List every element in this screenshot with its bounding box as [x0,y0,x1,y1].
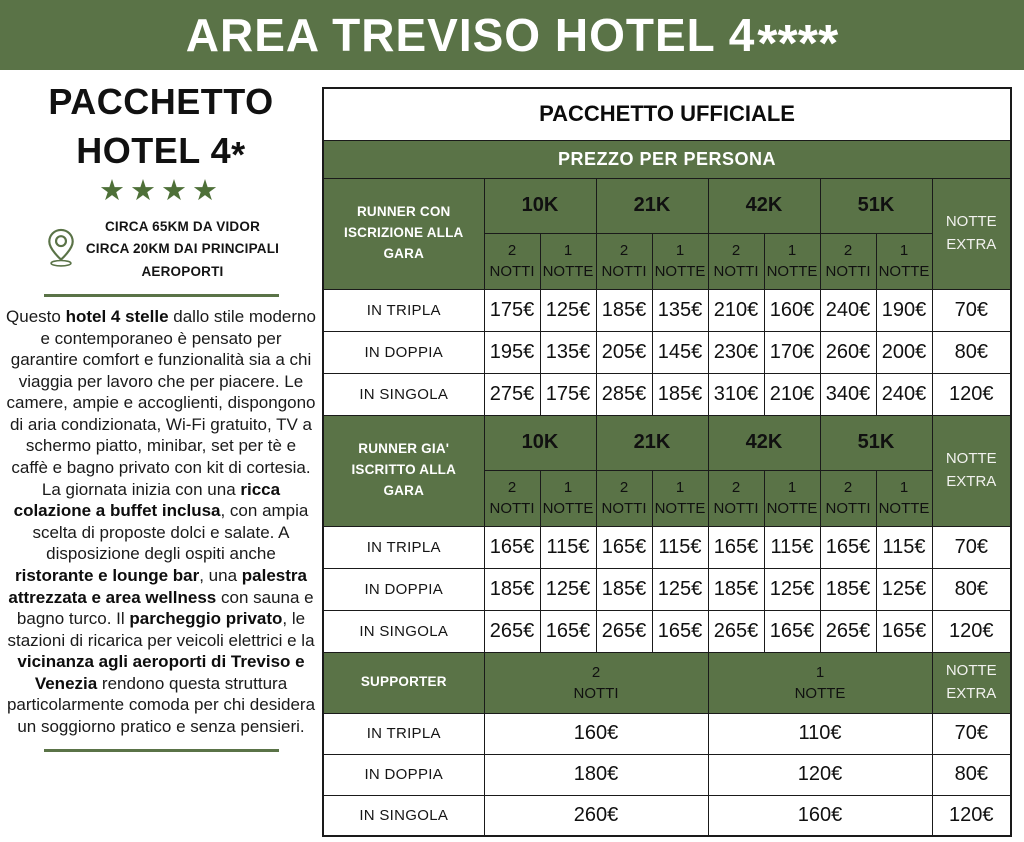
price-cell: 165€ [764,610,820,652]
room-type-label: IN SINGOLA [323,373,484,415]
table-title: PACCHETTO UFFICIALE [323,88,1011,140]
price-cell: 115€ [540,526,596,568]
price-cell: 265€ [484,610,540,652]
table-row [323,568,1011,610]
extra-night-price-cell: 70€ [932,713,1011,754]
price-cell: 165€ [820,526,876,568]
nights-header: 2 NOTTI [820,233,876,289]
price-cell: 265€ [820,610,876,652]
supporter-rows [323,713,1011,836]
banner-stars: **** [757,15,839,73]
price-cell: 185€ [484,568,540,610]
price-cell: 145€ [652,331,708,373]
price-cell: 185€ [596,289,652,331]
price-cell: 310€ [708,373,764,415]
nights-header: 1 NOTTE [652,233,708,289]
extra-night-price-cell: 70€ [932,289,1011,331]
hotel-description: Questo hotel 4 stelle dallo stile moderno e contemporaneo è pensato per garantire comfort e funzionalità sia a chi viaggia per lavoro che per piacere. Le camere, ampie e accoglienti, dispongono di aria condizionata, Wi-Fi gratuito, TV a schermo piatto, minibar, set per tè e caffè e bagno privato con kit di cortesia. La giornata inizia con una ricca colazione a buffet inclusa, con ampia scelta di proposte dolci e salate. A disposizione degli ospiti anche ristorante e lounge bar, una palestra attrezzata e area wellness con sauna e bagno turco. Il parcheggio privato, le stazioni di ricarica per veicoli elettrici e la vicinanza agli aeroporti di Treviso e Venezia rendono questa struttura particolarmente comoda per chi desidera un soggiorno pratico e senza pensieri. [6,306,316,736]
distance-header: 10K [484,415,596,470]
table-row [323,610,1011,652]
table-title-section [323,88,1011,178]
extra-night-price-cell: 70€ [932,526,1011,568]
price-cell: 125€ [540,568,596,610]
price-cell: 160€ [484,713,708,754]
table-subtitle: PREZZO PER PERSONA [323,140,1011,178]
extra-night-price-cell: 80€ [932,754,1011,795]
room-type-label: IN DOPPIA [323,331,484,373]
price-cell: 180€ [484,754,708,795]
star-rating: ★★★★ [99,175,223,208]
package-title-line2: HOTEL 4* [76,129,246,175]
distance-header: 42K [708,415,820,470]
price-cell: 125€ [876,568,932,610]
room-type-label: IN DOPPIA [323,754,484,795]
extra-night-price-cell: 120€ [932,610,1011,652]
price-cell: 165€ [652,610,708,652]
package-title [0,78,322,175]
location-block [0,216,322,283]
table-row [323,795,1011,836]
location-line: CIRCA 65KM DA VIDOR [104,219,261,235]
distance-header: 21K [596,415,708,470]
price-cell: 265€ [596,610,652,652]
room-type-label: IN SINGOLA [323,610,484,652]
price-cell: 165€ [540,610,596,652]
price-cell: 110€ [708,713,932,754]
nights-header: 2 NOTTI [484,470,540,526]
price-cell: 160€ [764,289,820,331]
price-cell: 230€ [708,331,764,373]
extra-night-header: NOTTE EXTRA [932,178,1011,289]
price-cell: 120€ [708,754,932,795]
nights-header: 2 NOTTI [820,470,876,526]
price-cell: 115€ [764,526,820,568]
table-row [323,289,1011,331]
price-cell: 210€ [764,373,820,415]
price-cell: 240€ [876,373,932,415]
price-cell: 165€ [596,526,652,568]
room-type-label: IN DOPPIA [323,568,484,610]
room-type-label: IN TRIPLA [323,713,484,754]
price-cell: 195€ [484,331,540,373]
room-type-label: IN SINGOLA [323,795,484,836]
room-type-label: IN TRIPLA [323,289,484,331]
nights-header: 2 NOTTI [484,233,540,289]
price-cell: 185€ [596,568,652,610]
price-cell: 340€ [820,373,876,415]
extra-night-header: NOTTE EXTRA [932,652,1011,713]
price-cell: 165€ [708,526,764,568]
distance-header: 10K [484,178,596,233]
nights-header: 1 NOTTE [652,470,708,526]
price-cell: 165€ [876,610,932,652]
runner-with-registration-rows [323,289,1011,415]
distance-header: 51K [820,415,932,470]
runner-already-registered-header [323,415,1011,526]
price-cell: 125€ [652,568,708,610]
price-cell: 175€ [484,289,540,331]
price-cell: 185€ [708,568,764,610]
pricing-table-container [322,87,1010,837]
price-cell: 260€ [820,331,876,373]
sidebar [0,78,322,752]
price-cell: 165€ [484,526,540,568]
price-cell: 205€ [596,331,652,373]
divider-line [44,749,279,752]
distance-header: 21K [596,178,708,233]
price-cell: 175€ [540,373,596,415]
price-cell: 125€ [540,289,596,331]
banner-title: AREA TREVISO HOTEL 4 [185,9,756,61]
location-pin-icon [43,226,79,273]
price-cell: 160€ [708,795,932,836]
nights-header: 2 NOTTI [596,470,652,526]
price-cell: 210€ [708,289,764,331]
price-cell: 185€ [652,373,708,415]
price-cell: 135€ [540,331,596,373]
pricing-table [322,87,1012,837]
extra-night-price-cell: 80€ [932,331,1011,373]
nights-header: 2 NOTTI [708,470,764,526]
price-cell: 125€ [764,568,820,610]
location-line: AEROPORTI [141,263,224,279]
nights-header: 1 NOTTE [540,233,596,289]
section-label: RUNNER CON ISCRIZIONE ALLA GARA [323,178,484,289]
nights-header: 2 NOTTI [708,233,764,289]
nights-header: 1 NOTTE [876,233,932,289]
section-label: RUNNER GIA' ISCRITTO ALLA GARA [323,415,484,526]
package-title-line1: PACCHETTO [48,81,274,122]
nights-header: 2 NOTTI [596,233,652,289]
extra-night-header: NOTTE EXTRA [932,415,1011,526]
price-cell: 115€ [652,526,708,568]
price-cell: 240€ [820,289,876,331]
nights-header: 1 NOTTE [764,233,820,289]
distance-header: 51K [820,178,932,233]
table-row [323,373,1011,415]
nights-header: 1 NOTTE [876,470,932,526]
banner [0,0,1024,73]
price-cell: 265€ [708,610,764,652]
price-cell: 135€ [652,289,708,331]
nights-header: 2 NOTTI [484,652,708,713]
price-cell: 275€ [484,373,540,415]
distance-header: 42K [708,178,820,233]
price-cell: 190€ [876,289,932,331]
nights-header: 1 NOTTE [708,652,932,713]
table-row [323,754,1011,795]
price-cell: 285€ [596,373,652,415]
table-row [323,331,1011,373]
extra-night-price-cell: 120€ [932,373,1011,415]
extra-night-price-cell: 80€ [932,568,1011,610]
location-text [86,216,279,283]
supporter-header [323,652,1011,713]
divider-line [44,294,279,297]
price-cell: 170€ [764,331,820,373]
price-cell: 185€ [820,568,876,610]
price-cell: 200€ [876,331,932,373]
nights-header: 1 NOTTE [764,470,820,526]
table-row [323,713,1011,754]
nights-header: 1 NOTTE [540,470,596,526]
section-label: SUPPORTER [323,652,484,713]
price-cell: 115€ [876,526,932,568]
runner-with-registration-header [323,178,1011,289]
location-line: CIRCA 20KM DAI PRINCIPALI [85,241,280,257]
price-cell: 260€ [484,795,708,836]
runner-already-registered-rows [323,526,1011,652]
table-row [323,526,1011,568]
package-title-star: * [231,133,246,175]
extra-night-price-cell: 120€ [932,795,1011,836]
room-type-label: IN TRIPLA [323,526,484,568]
